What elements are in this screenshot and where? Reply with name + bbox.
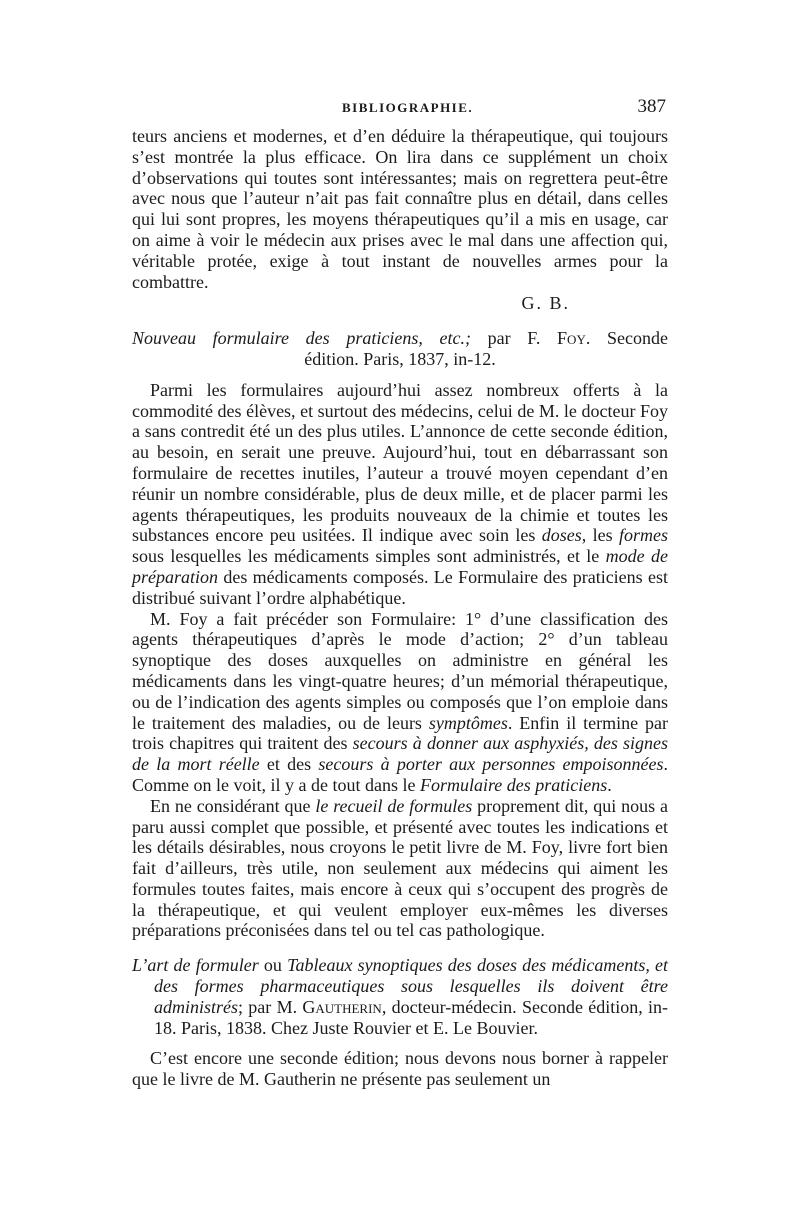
paragraph-conclusion-foy: En ne considérant que le recueil de formules proprement dit, qui nous a paru aussi complet que possible, et présenté avec toutes les indications et les détails désirables, nous croyons le petit livre de M. Foy, livre fort bien fait d’ailleurs, très utile, non seulement aux médecins qui aiment les formules toutes faites, mais encore à ceux qui s’occupent des progrès de la thérapeutique, et qui veulent employer eux-mêmes les diverses préparations préconisées dans tel ou tel cas pathologique.: [132, 795, 668, 941]
entry-author: Gautherin: [302, 996, 382, 1017]
paragraph-review-gautherin: C’est encore une seconde édition; nous devons nous borner à rappeler que le livre de M. Gautherin ne présente pas seulement un: [132, 1048, 668, 1090]
bibliography-entry-gautherin: L’art de formuler ou Tableaux synoptiques des doses des médicaments, et des formes pharmaceutiques sous lesquelles ils doivent être administrés; par M. Gautherin, docteur-médecin. Seconde édition, in-18. Paris, 1838. Chez Juste Rouvier et E. Le Bouvier.: [132, 955, 668, 1038]
page-number: 387: [637, 96, 666, 117]
bibliography-entry-foy: Nouveau formulaire des praticiens, etc.; par F. Foy. Seconde édition. Paris, 1837, in-12.: [132, 328, 668, 369]
body-text: [132, 126, 668, 1090]
paragraph-contents-foy: M. Foy a fait précéder son Formulaire: 1° d’une classification des agents thérapeutiques d’après le mode d’action; 2° d’un tableau synoptique des doses auxquelles on administre en général les médicaments dans les vingt-quatre heures; d’un mémorial thérapeutique, ou de l’indication des agents simples ou composés que l’on emploie dans le traitement des maladies, ou de leurs symptômes. Enfin il termine par trois chapitres qui traitent des secours à donner aux asphyxiés, des signes de la mort réelle et des secours à porter aux personnes empoisonnées. Comme on le voit, il y a de tout dans le Formulaire des praticiens.: [132, 608, 668, 795]
entry-title: Nouveau formulaire des praticiens, etc.;: [132, 328, 471, 349]
paragraph-continuation: teurs anciens et modernes, et d’en déduire la thérapeutique, qui toujours s’est montrée la plus efficace. On lira dans ce supplément un choix d’observations qui toutes sont intéressantes; mais on regrettera peut-être avec nous que l’auteur n’ait pas fait connaître plus en détail, dans celles qui lui sont propres, les moyens thérapeutiques qu’il a mis en usage, car on aime à voir le médecin aux prises avec le mal dans une affection qui, véritable protée, exige à tout instant de nouvelles armes pour la combattre.: [132, 126, 668, 292]
entry-author: Foy: [557, 328, 586, 349]
entry-subtitle: Tableaux synoptiques des doses des médicaments, et des formes pharmaceutiques sous lesquelles ils doivent être administrés: [154, 955, 668, 1017]
paragraph-review-foy: Parmi les formulaires aujourd’hui assez nombreux offerts à la commodité des élèves, et surtout des médecins, celui de M. le docteur Foy a sans contredit été un des plus utiles. L’annonce de cette seconde édition, au besoin, en serait une preuve. Aujourd’hui, tout en débarrassant son formulaire de recettes inutiles, l’auteur a trouvé moyen cependant d’en réunir un nombre considérable, plus de deux mille, et de placer parmi les agents thérapeutiques, les produits nouveaux de la chimie et toutes les substances encore peu usitées. Il indique avec soin les doses, les formes sous lesquelles les médicaments simples sont administrés, et le mode de préparation des médicaments composés. Le Formulaire des praticiens est distribué suivant l’ordre alphabétique.: [132, 379, 668, 608]
page-header: [132, 98, 668, 120]
entry-details: édition. Paris, 1837, in-12.: [304, 348, 496, 369]
author-signature: G. B.: [521, 293, 570, 314]
entry-title: L’art de formuler: [132, 955, 259, 976]
running-head: BIBLIOGRAPHIE.: [342, 100, 474, 115]
